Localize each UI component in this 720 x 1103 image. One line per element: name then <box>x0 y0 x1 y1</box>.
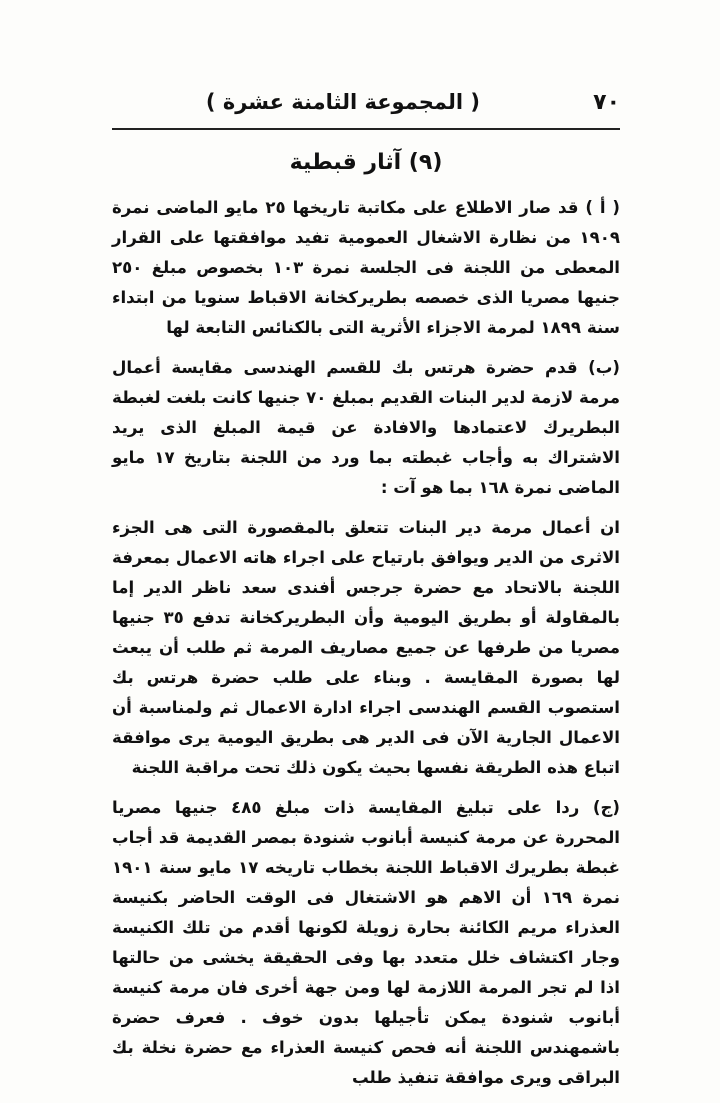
paragraph-a <box>112 193 620 343</box>
body-text <box>112 193 620 1103</box>
paragraph-text: قدم حضرة هرتس بك للقسم الهندسى مقايسة أعمال مرمة لازمة لدير البنات القديم بمبلغ ٧٠ جنيها كانت بلغت لغبطة البطريرك لاعتمادها والافادة عن قيمة المبلغ الذى يريد الاشتراك به وأجاب غبطته بما ورد من اللجنة بتاريخ ١٧ مايو الماضى نمرة ١٦٨ بما هو آت : <box>112 358 620 497</box>
paragraph-text: ردا على تبليغ المقايسة ذات مبلغ ٤٨٥ جنيها مصريا المحررة عن مرمة كنيسة أبانوب شنودة بمصر القديمة قد أجاب غبطة بطريرك الاقباط اللجنة بخطاب تاريخه ١٧ مايو سنة ١٩٠١ نمرة ١٦٩ أن الاهم هو الاشتغال فى الوقت الحاضر بكنيسة العذراء مريم الكائنة بحارة زويلة لكونها أقدم من تلك الكنيسة وجار اكتشاف خلل متعدد بها وفى الحقيقة يخشى من حالتها اذا لم تجر المرمة اللازمة لها ومن جهة أخرى فان مرمة كنيسة أبانوب شنودة يمكن تأجيلها بدون خوف . فعرف حضرة باشمهندس اللجنة أنه فحص كنيسة العذراء مع حضرة نخلة بك البراقى ويرى موافقة تنفيذ طلب <box>112 798 620 1087</box>
section-title: (٩) آثار قبطية <box>289 150 443 175</box>
paragraph-b <box>112 353 620 503</box>
paragraph-marker: (ج) <box>592 798 621 817</box>
paragraph-b-reply <box>112 513 620 783</box>
page-number: ٧٠ <box>593 90 620 115</box>
page-header <box>100 88 620 122</box>
paragraph-c <box>112 793 620 1093</box>
header-rule <box>112 128 620 130</box>
running-title: ( المجموعة الثامنة عشرة ) <box>205 90 480 114</box>
paragraph-marker: (ب) <box>588 358 621 377</box>
paragraph-marker: ( أ ) <box>585 198 620 217</box>
paragraph-text: قد صار الاطلاع على مكاتبة تاريخها ٢٥ مايو الماضى نمرة ١٩٠٩ من نظارة الاشغال العمومية تفيد موافقتها على القرار المعطى من اللجنة فى الجلسة نمرة ١٠٣ بخصوص مبلغ ٢٥٠ جنيها مصريا الذى خصصه بطريركخانة الاقباط سنويا من ابتداء سنة ١٨٩٩ لمرمة الاجزاء الأثرية التى بالكنائس التابعة لها <box>112 198 620 337</box>
paragraph-text: ان أعمال مرمة دير البنات تتعلق بالمقصورة التى هى الجزء الاثرى من الدير ويوافق بارتياح على اجراء هاته الاعمال بمعرفة اللجنة بالاتحاد مع حضرة جرجس أفندى سعد ناظر الدير إما بالمقاولة أو بطريق اليومية وأن البطريركخانة تدفع ٣٥ جنيها مصريا من طرفها عن جميع مصاريف المرمة ثم طلب أن يبعث لها بصورة المقايسة . وبناء على طلب حضرة هرتس بك استصوب القسم الهندسى اجراء ادارة الاعمال ثم ولمناسبة أن الاعمال الجارية الآن فى الدير هى بطريق اليومية يرى موافقة اتباع هذه الطريقة نفسها بحيث يكون ذلك تحت مراقبة اللجنة <box>112 518 621 777</box>
